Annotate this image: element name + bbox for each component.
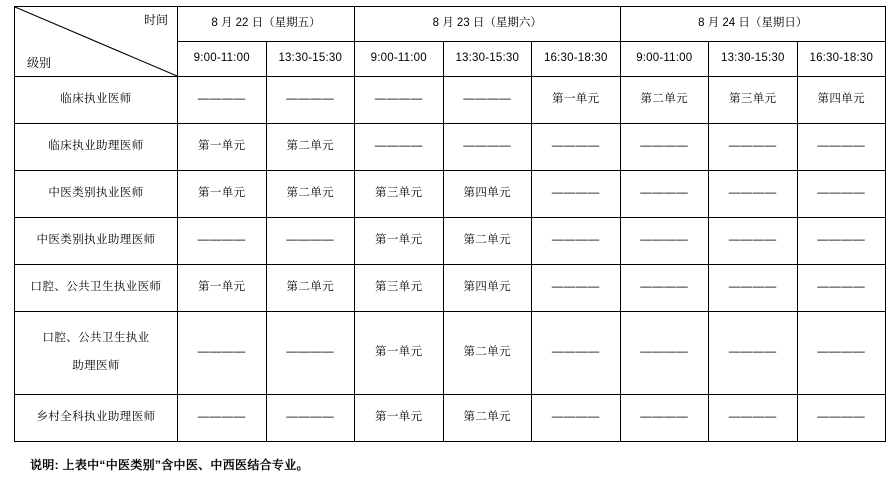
- slot-header-3-3: 16:30-18:30: [797, 42, 886, 77]
- day-header-1: 8 月 22 日（星期五）: [178, 7, 355, 42]
- row-cell: ————: [532, 312, 621, 395]
- row-cell: ————: [620, 124, 709, 171]
- table-row: [15, 395, 886, 442]
- table-note: 说明: 上表中“中医类别”含中医、中西医结合专业。: [30, 458, 309, 472]
- row-cell: 第一单元: [355, 395, 444, 442]
- row-cell: ————: [797, 395, 886, 442]
- row-cell: 第二单元: [443, 218, 532, 265]
- row-cell: 第一单元: [178, 124, 267, 171]
- row-cell: ————: [178, 77, 267, 124]
- row-cell: ————: [620, 265, 709, 312]
- slot-header-2-2: 13:30-15:30: [443, 42, 532, 77]
- slot-header-1-1: 9:00-11:00: [178, 42, 267, 77]
- row-cell: 第四单元: [443, 171, 532, 218]
- row-cell: ————: [178, 395, 267, 442]
- row-cell: 第一单元: [355, 218, 444, 265]
- row-cell: 第四单元: [797, 77, 886, 124]
- row-cell: ————: [709, 124, 798, 171]
- table-row: [15, 265, 886, 312]
- table-row: [15, 312, 886, 395]
- row-cell: ————: [178, 218, 267, 265]
- row-level-label: 口腔、公共卫生执业医师: [15, 265, 178, 312]
- table-row: [15, 171, 886, 218]
- row-cell: ————: [709, 218, 798, 265]
- row-cell: 第三单元: [709, 77, 798, 124]
- table-row: [15, 77, 886, 124]
- row-cell: 第二单元: [266, 265, 355, 312]
- row-cell: 第二单元: [620, 77, 709, 124]
- slot-header-3-2: 13:30-15:30: [709, 42, 798, 77]
- day-header-3: 8 月 24 日（星期日）: [620, 7, 886, 42]
- row-cell: ————: [355, 124, 444, 171]
- row-cell: ————: [266, 312, 355, 395]
- row-level-label: 临床执业医师: [15, 77, 178, 124]
- row-cell: ————: [797, 312, 886, 395]
- row-level-label: 中医类别执业助理医师: [15, 218, 178, 265]
- corner-time-label: 时间: [143, 13, 168, 27]
- row-cell: 第三单元: [355, 171, 444, 218]
- corner-header-cell: [15, 7, 178, 77]
- row-cell: ————: [443, 124, 532, 171]
- table-row: [15, 218, 886, 265]
- slot-header-1-2: 13:30-15:30: [266, 42, 355, 77]
- slot-header-2-3: 16:30-18:30: [532, 42, 621, 77]
- exam-schedule-table: [14, 6, 886, 442]
- row-cell: ————: [532, 395, 621, 442]
- row-cell: 第二单元: [443, 395, 532, 442]
- row-level-line2: 助理医师: [72, 360, 120, 372]
- row-cell: ————: [443, 77, 532, 124]
- row-cell: ————: [620, 171, 709, 218]
- row-cell: ————: [709, 395, 798, 442]
- row-cell: ————: [532, 265, 621, 312]
- row-cell: ————: [620, 218, 709, 265]
- row-cell: 第二单元: [266, 124, 355, 171]
- row-cell: ————: [178, 312, 267, 395]
- row-cell: ————: [266, 218, 355, 265]
- table-row: [15, 124, 886, 171]
- row-level-label: [15, 312, 178, 395]
- row-cell: ————: [797, 265, 886, 312]
- row-cell: ————: [709, 312, 798, 395]
- row-cell: ————: [355, 77, 444, 124]
- corner-level-label: 级别: [27, 55, 52, 70]
- row-cell: ————: [797, 171, 886, 218]
- row-cell: ————: [532, 171, 621, 218]
- row-cell: ————: [797, 124, 886, 171]
- row-cell: 第二单元: [266, 171, 355, 218]
- row-cell: ————: [709, 171, 798, 218]
- row-cell: ————: [620, 312, 709, 395]
- row-cell: ————: [797, 218, 886, 265]
- row-cell: 第一单元: [355, 312, 444, 395]
- slot-header-3-1: 9:00-11:00: [620, 42, 709, 77]
- row-cell: ————: [620, 395, 709, 442]
- header-row-days: [15, 7, 886, 42]
- row-cell: 第四单元: [443, 265, 532, 312]
- row-cell: ————: [266, 395, 355, 442]
- row-cell: ————: [532, 124, 621, 171]
- slot-header-2-1: 9:00-11:00: [355, 42, 444, 77]
- row-cell: ————: [532, 218, 621, 265]
- row-cell: 第一单元: [178, 171, 267, 218]
- row-cell: ————: [266, 77, 355, 124]
- row-cell: 第一单元: [532, 77, 621, 124]
- row-level-label: 乡村全科执业助理医师: [15, 395, 178, 442]
- row-cell: ————: [709, 265, 798, 312]
- day-header-2: 8 月 23 日（星期六）: [355, 7, 621, 42]
- row-level-label: 临床执业助理医师: [15, 124, 178, 171]
- row-cell: 第二单元: [443, 312, 532, 395]
- row-level-line1: 口腔、公共卫生执业: [42, 332, 150, 345]
- row-cell: 第三单元: [355, 265, 444, 312]
- row-level-label: 中医类别执业医师: [15, 171, 178, 218]
- row-cell: 第一单元: [178, 265, 267, 312]
